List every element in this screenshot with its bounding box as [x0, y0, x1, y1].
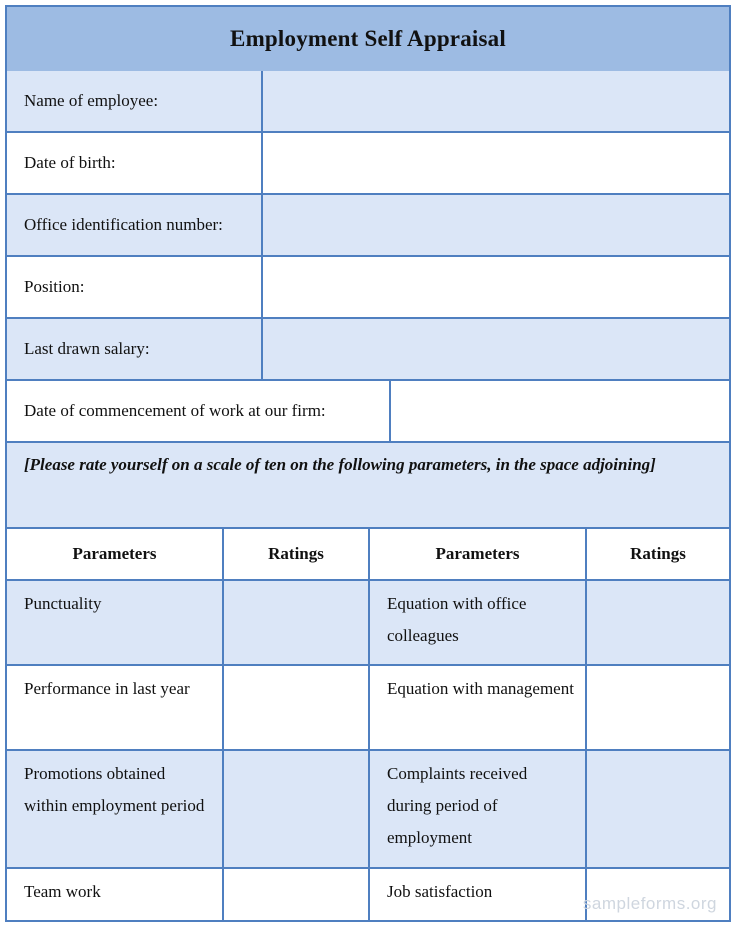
- parameter-label: Job satisfaction: [370, 869, 587, 920]
- office-id-input[interactable]: [263, 195, 729, 255]
- commencement-input[interactable]: [391, 381, 729, 441]
- field-label-position: Position:: [7, 257, 263, 317]
- form-title: Employment Self Appraisal: [7, 7, 729, 73]
- header-ratings-right: Ratings: [630, 544, 686, 563]
- table-header-row: [7, 529, 729, 581]
- field-row-salary: [7, 319, 729, 381]
- parameter-label: Equation with management: [370, 666, 587, 749]
- salary-input[interactable]: [263, 319, 729, 379]
- parameter-label: Performance in last year: [7, 666, 224, 749]
- header-ratings-left: Ratings: [224, 529, 370, 579]
- rating-input[interactable]: [224, 869, 370, 920]
- parameter-label: Equation with office colleagues: [370, 581, 587, 664]
- rating-input[interactable]: [587, 751, 729, 867]
- rating-instruction: [Please rate yourself on a scale of ten on the following parameters, in the space adjoining]: [7, 443, 729, 529]
- header-parameters-left: Parameters: [7, 529, 224, 579]
- parameter-label: Punctuality: [7, 581, 224, 664]
- field-label-commencement: Date of commencement of work at our firm:: [7, 381, 391, 441]
- parameter-label: Promotions obtained within employment period: [7, 751, 224, 867]
- watermark: sampleforms.org: [582, 894, 717, 913]
- field-label-dob: Date of birth:: [7, 133, 263, 193]
- rating-input[interactable]: [224, 751, 370, 867]
- rating-input[interactable]: [587, 581, 729, 664]
- field-row-commencement: [7, 381, 729, 443]
- rating-input[interactable]: [224, 581, 370, 664]
- position-input[interactable]: [263, 257, 729, 317]
- parameter-label: Team work: [7, 869, 224, 920]
- field-row-dob: [7, 133, 729, 195]
- field-row-name: [7, 71, 729, 133]
- name-input[interactable]: [263, 71, 729, 131]
- dob-input[interactable]: [263, 133, 729, 193]
- table-row: [7, 581, 729, 666]
- table-row: [7, 751, 729, 869]
- field-label-office-id: Office identification number:: [7, 195, 263, 255]
- parameter-label: Complaints received during period of employment: [370, 751, 587, 867]
- field-label-name: Name of employee:: [7, 71, 263, 131]
- rating-input[interactable]: [224, 666, 370, 749]
- appraisal-form: [5, 5, 731, 922]
- header-parameters-right: Parameters: [370, 529, 587, 579]
- field-row-position: [7, 257, 729, 319]
- field-label-salary: Last drawn salary:: [7, 319, 263, 379]
- table-row: [7, 666, 729, 751]
- rating-input[interactable]: [587, 666, 729, 749]
- field-row-office-id: [7, 195, 729, 257]
